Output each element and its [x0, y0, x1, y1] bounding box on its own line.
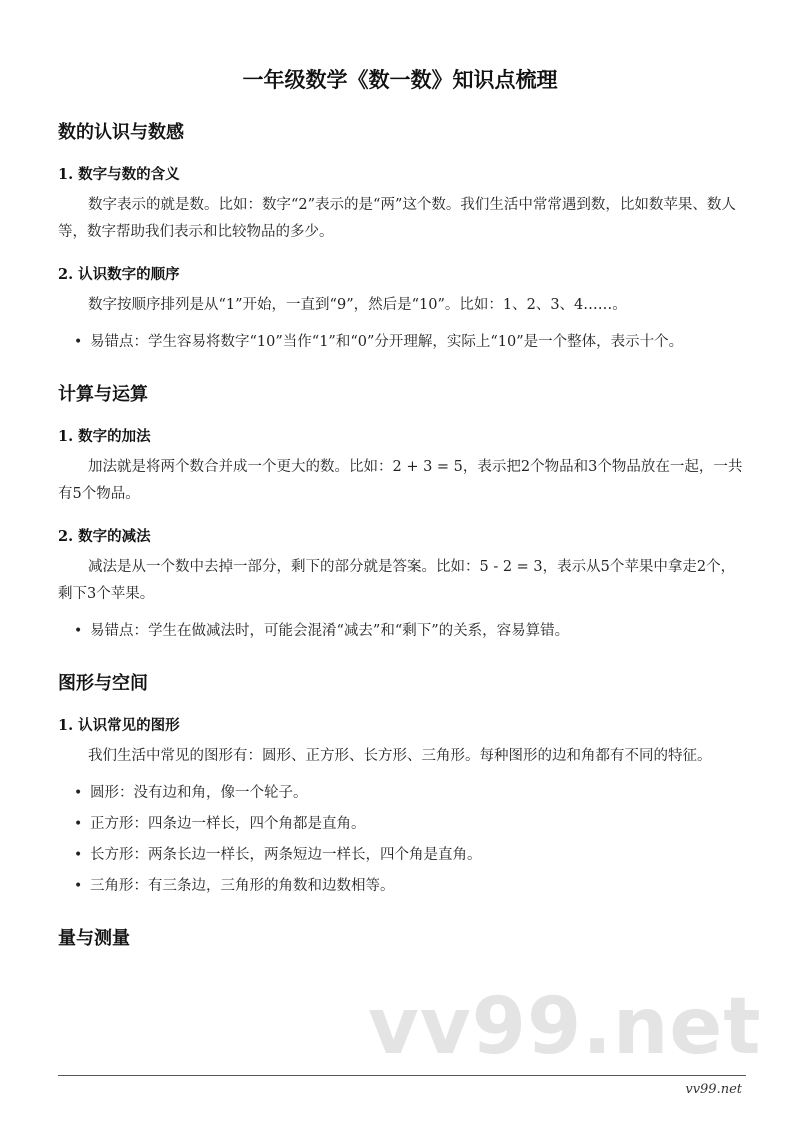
paragraph: 数字按顺序排列是从“1”开始，一直到“9”，然后是“10”。比如：1、2、3、4……。 — [88, 297, 627, 313]
bullet-item: • 易错点：学生在做减法时，可能会混淆“减去”和“剩下”的关系，容易算错。 — [88, 618, 746, 645]
section-title: 计算与运算 — [58, 384, 148, 405]
subsection-title: 2. 认识数字的顺序 — [58, 266, 180, 283]
subsection-title: 1. 认识常见的图形 — [58, 717, 180, 734]
paragraph: 加法就是将两个数合并成一个更大的数。比如：2 + 3 = 5，表示把2个物品和3个物品放在一起，一共有5个物品。 — [58, 459, 743, 502]
subsection-title: 1. 数字的加法 — [58, 428, 151, 445]
subsection-digit-order — [58, 262, 746, 356]
section-title: 图形与空间 — [58, 673, 148, 694]
paragraph: 数字表示的就是数。比如：数字“2”表示的是“两”这个数。我们生活中常常遇到数，比如数苹果、数人等，数字帮助我们表示和比较物品的多少。 — [58, 197, 736, 240]
bullet-list — [58, 780, 746, 900]
paragraph: 我们生活中常见的图形有：圆形、正方形、长方形、三角形。每种图形的边和角都有不同的特征。 — [88, 748, 712, 764]
paragraph: 减法是从一个数中去掉一部分，剩下的部分就是答案。比如：5 - 2 = 3，表示从5个苹果中拿走2个，剩下3个苹果。 — [58, 559, 736, 602]
document-body — [58, 118, 746, 968]
subsection-common-shapes — [58, 713, 746, 900]
section-number-sense — [58, 118, 746, 356]
subsection-title: 2. 数字的减法 — [58, 528, 151, 545]
footer-site-label: vv99.net — [685, 1082, 742, 1097]
watermark-logo: vv99.net — [368, 982, 762, 1072]
bullet-list — [58, 618, 746, 645]
section-title: 量与测量 — [58, 928, 130, 949]
bullet-item: • 圆形：没有边和角，像一个轮子。 — [88, 780, 746, 807]
section-title: 数的认识与数感 — [58, 122, 184, 143]
section-measurement — [58, 924, 746, 954]
page-title: 一年级数学《数一数》知识点梳理 — [242, 67, 558, 92]
subsection-subtraction — [58, 524, 746, 645]
bullet-item: • 长方形：两条长边一样长，两条短边一样长，四个角是直角。 — [88, 842, 746, 869]
section-calculation — [58, 380, 746, 645]
bullet-item: • 正方形：四条边一样长，四个角都是直角。 — [88, 811, 746, 838]
bullet-list — [58, 329, 746, 356]
footer-divider — [58, 1075, 746, 1076]
subsection-title: 1. 数字与数的含义 — [58, 166, 180, 183]
bullet-item: • 三角形：有三条边，三角形的角数和边数相等。 — [88, 873, 746, 900]
bullet-item: • 易错点：学生容易将数字“10”当作“1”和“0”分开理解，实际上“10”是一个整体，表示十个。 — [88, 329, 746, 356]
subsection-addition — [58, 424, 746, 508]
section-shapes — [58, 669, 746, 900]
subsection-digit-meaning — [58, 162, 746, 246]
